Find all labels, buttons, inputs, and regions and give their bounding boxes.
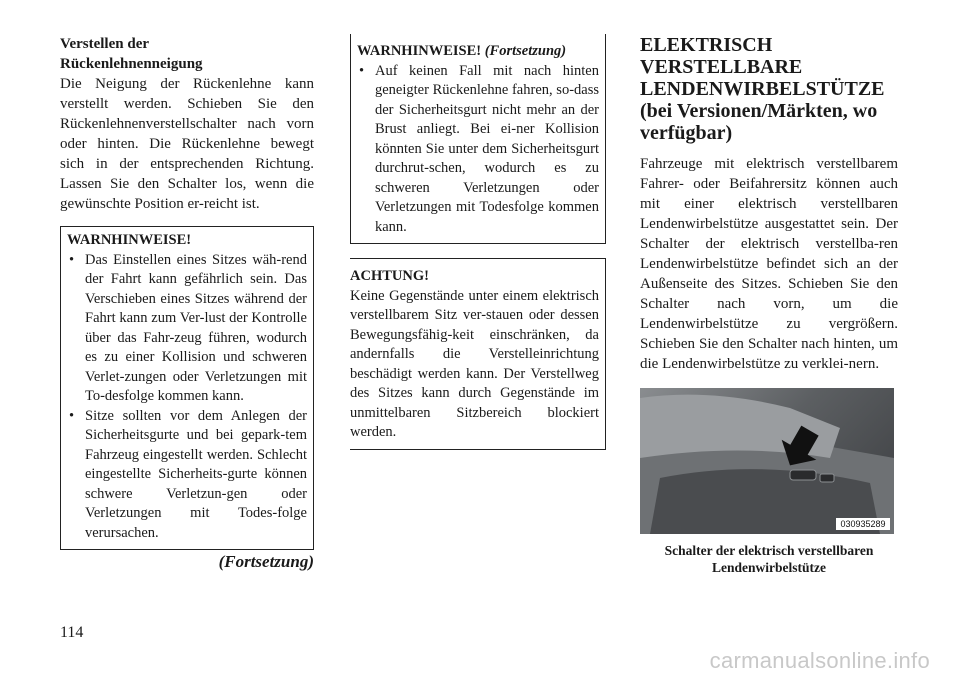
warning-item: • Das Einstellen eines Sitzes wäh-rend der Fahrt kann gefährlich sein. Das Verschieben eines Sitzes während der Fahrt kann zum Ver-lust der Kontrolle über das Fahr-zeug führen, wodurch es zu einer Kollision und schweren Verlet-zungen oder Verletzungen mit To-desfolge kommen kann. xyxy=(67,251,307,407)
caution-box xyxy=(350,258,606,450)
warning-list xyxy=(357,62,599,238)
column-right xyxy=(640,34,898,576)
warning-list xyxy=(67,251,307,544)
lumbar-body-text: Fahrzeuge mit elektrisch verstellbarem Fahrer- oder Beifahrersitz können auch mit einer elektrisch verstellbaren Lendenwirbelstütze ausgestattet sein. Der Schalter der elektrisch verstellba-ren Lendenwirbelstütze befindet sich an der Außenseite des Sitzes. Schieben Sie den Schalter nach vorn, um die Lendenwirbelstütze zu vergrößern. Schieben Sie den Schalter nach hinten, um die Lendenwirbelstütze zu verklei-nern. xyxy=(640,156,898,372)
warning-item: • Auf keinen Fall mit nach hinten geneigter Rückenlehne fahren, so-dass der Sicherheitsgurt nicht mehr an der Brust anliegt. Bei ei-ner Kollision könnten Sie unter dem Sicherheitsgurt durchrut-schen, wodurch es zu schweren Verletzungen oder Verletzungen mit Todesfolge kommen kann. xyxy=(357,62,599,238)
photo-caption: Schalter der elektrisch verstellbaren Lendenwirbelstütze xyxy=(664,543,874,575)
warning-title-suffix: (Fortsetzung) xyxy=(484,43,567,59)
warning-box xyxy=(60,226,314,550)
column-left xyxy=(60,34,314,572)
page-number: 114 xyxy=(60,624,84,641)
column-middle xyxy=(350,34,606,450)
image-code: 030935289 xyxy=(840,519,886,529)
caution-title: ACHTUNG! xyxy=(350,268,429,284)
warning-title: WARNHINWEISE! xyxy=(67,232,192,248)
seat-switch-photo xyxy=(640,388,894,534)
seat-illustration xyxy=(640,388,894,534)
watermark: carmanualsonline.info xyxy=(709,648,930,673)
warning-title-continued xyxy=(357,42,599,62)
warning-item: • Sitze sollten vor dem Anlegen der Sicherheitsgurte und bei gepark-tem Fahrzeug eingestellt werden. Schlecht eingestellte Sicherheits-gurte können schwere Verletzun-gen oder Verletzungen mit Todes-folge verursachen. xyxy=(67,407,307,544)
section-heading-lumbar: ELEKTRISCH VERSTELLBARE LENDENWIRBELSTÜTZE (bei Versionen/Märkten, wo verfügbar) xyxy=(640,34,885,144)
section-heading-backrest: Verstellen der Rückenlehnenneigung xyxy=(60,36,203,72)
warning-title: WARNHINWEISE! xyxy=(357,43,482,59)
backrest-body-text: Die Neigung der Rückenlehne kann verstellt werden. Schieben Sie den Rückenlehnenverstellschalter nach vorn oder hinten. Die Rückenlehne bewegt sich in der entsprechenden Richtung. Lassen Sie den Schalter los, wenn die gewünschte Position er-reicht ist. xyxy=(60,76,314,212)
warning-box-continued xyxy=(350,34,606,244)
continued-label: (Fortsetzung) xyxy=(218,552,314,571)
caution-body: Keine Gegenstände unter einem elektrisch verstellbarem Sitz ver-stauen oder dessen Bewegungsfähig-keit einschränken, da andernfalls die Verstelleinrichtung beschädigt werden kann. Der Verstellweg des Sitzes kann durch Gegenstände im unmittelbaren Sitzbereich blockiert werden. xyxy=(350,287,599,440)
